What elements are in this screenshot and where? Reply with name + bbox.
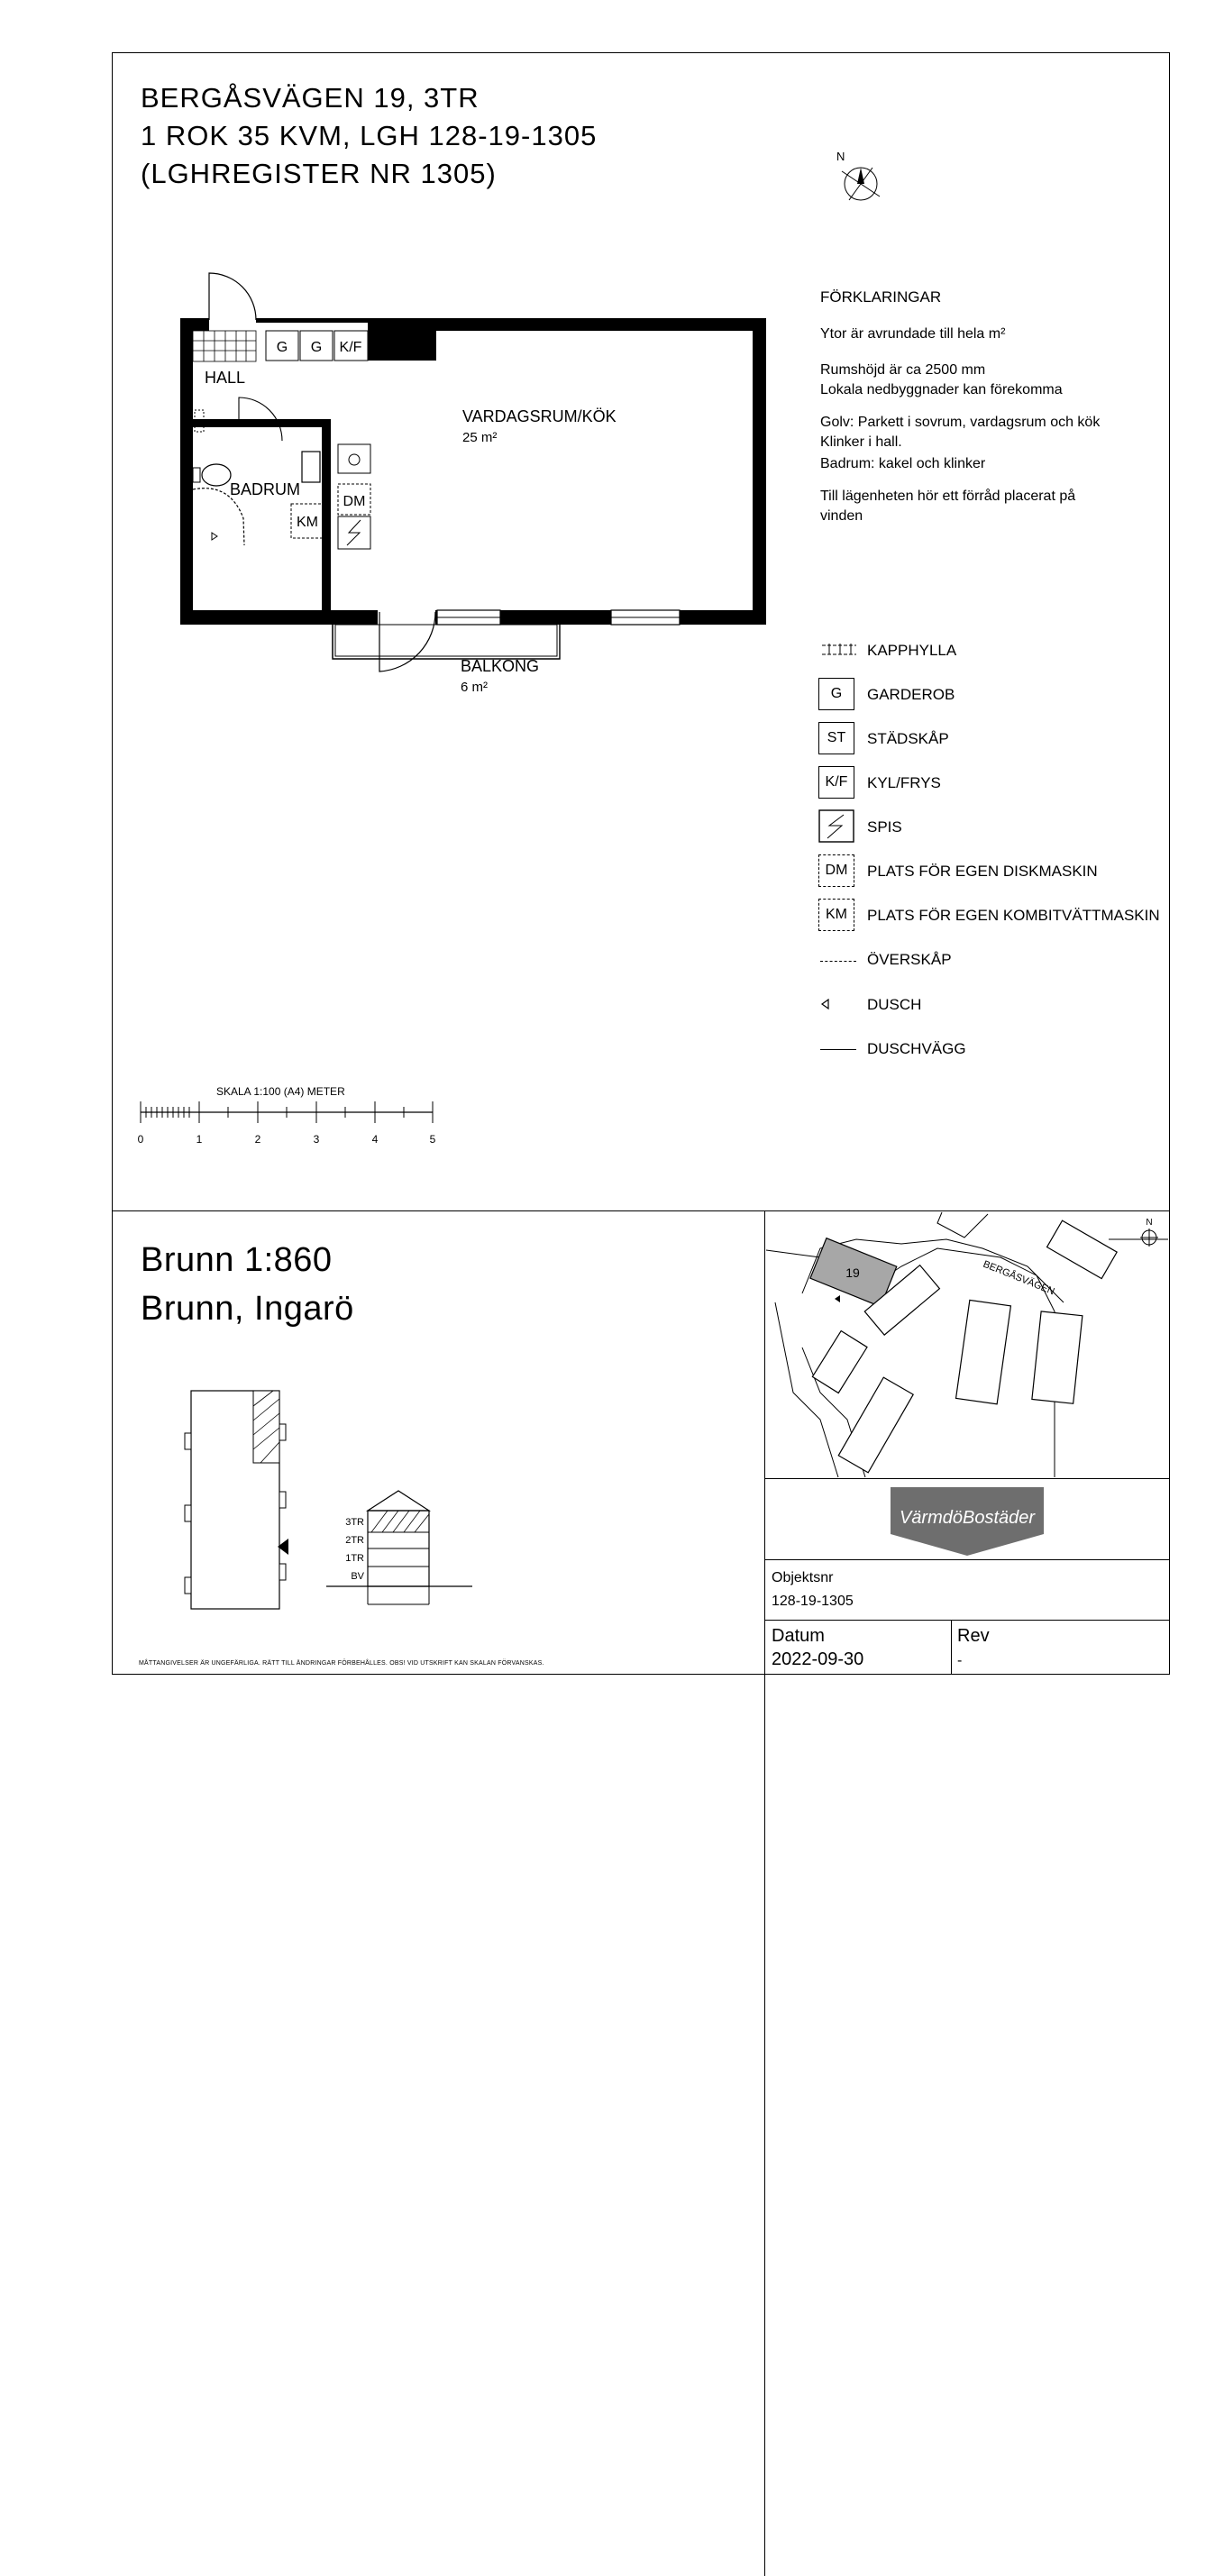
legend-kombi: PLATS FÖR EGEN KOMBITVÄTTMASKIN: [867, 907, 1160, 924]
site-compass-north: N: [1146, 1218, 1153, 1228]
rev-label: Rev: [957, 1626, 990, 1646]
explanation-lowered: Lokala nedbyggnader kan förekomma: [820, 382, 1063, 397]
legend-duschvagg: DUSCHVÄGG: [867, 1040, 966, 1057]
explanation-storage-2: vinden: [820, 508, 863, 524]
room-vardagsrum: VARDAGSRUM/KÖK: [462, 407, 617, 425]
legend-g-symbol: G: [818, 678, 854, 710]
explanation-floor: Golv: Parkett i sovrum, vardagsrum och kök: [820, 415, 1101, 430]
scale-tick-5: 5: [429, 1133, 436, 1146]
toilet-icon: [202, 464, 231, 486]
wall-east: [753, 318, 766, 625]
legend-diskmaskin: PLATS FÖR EGEN DISKMASKIN: [867, 863, 1098, 880]
hall-door: [209, 273, 256, 320]
compass-icon: [829, 144, 892, 207]
legend-kf-symbol: K/F: [818, 766, 854, 799]
position-marker-icon: [278, 1539, 290, 1555]
wall-north-left: [180, 318, 209, 331]
wardrobe-g2: G: [310, 340, 323, 355]
dishwasher-dm: DM: [343, 494, 366, 509]
legend-garderob: GARDEROB: [867, 686, 955, 703]
wall-west: [180, 318, 193, 625]
scale-title: SKALA 1:100 (A4) METER: [216, 1085, 345, 1098]
location-property: Brunn 1:860: [141, 1241, 333, 1279]
shower-wall-line: [820, 1049, 856, 1050]
legend-dm-symbol: DM: [818, 854, 854, 887]
legend-kapphylla: KAPPHYLLA: [867, 642, 957, 659]
floor-plan: [176, 239, 771, 695]
explanation-bath: Badrum: kakel och klinker: [820, 456, 986, 471]
legend-dusch: DUSCH: [867, 996, 922, 1013]
building-key-plan: [185, 1388, 293, 1613]
fridge-kf: K/F: [339, 340, 362, 355]
legend-km-symbol: KM: [818, 899, 854, 931]
title-apartment: 1 ROK 35 KVM, LGH 128-19-1305: [141, 120, 598, 151]
building-section: [324, 1478, 478, 1613]
room-badrum: BADRUM: [230, 480, 301, 498]
legend-st-symbol: ST: [818, 722, 854, 754]
kitchen-sink-icon: [338, 444, 370, 473]
room-balkong: BALKONG: [461, 657, 540, 675]
wall-bath-north: [193, 419, 324, 427]
site-map: [766, 1212, 1168, 1477]
datum-label: Datum: [772, 1626, 825, 1646]
room-hall: HALL: [205, 369, 246, 387]
legend-stadskap: STÄDSKÅP: [867, 730, 949, 747]
compass-north-label: N: [836, 150, 845, 163]
objektnr-value: 128-19-1305: [772, 1594, 854, 1609]
footnote: MÅTTANGIVELSER ÄR UNGEFÄRLIGA. RÄTT TILL ÄNDRINGAR FÖRBEHÅLLES. OBS! VID UTSKRIFT KAN SKALAN FÖRVANSKAS.: [139, 1660, 544, 1667]
shower-icon: [820, 998, 831, 1010]
bottom-panel-divider: [112, 1210, 1170, 1211]
explanation-hall-floor: Klinker i hall.: [820, 434, 902, 450]
scale-tick-4: 4: [371, 1133, 379, 1146]
scale-tick-0: 0: [137, 1133, 144, 1146]
scale-tick-2: 2: [254, 1133, 261, 1146]
scale-bar: [135, 1096, 442, 1150]
room-balkong-area: 6 m²: [461, 680, 488, 695]
explanation-storage: Till lägenheten hör ett förråd placerat på: [820, 489, 1076, 504]
hall-tiles: [193, 331, 256, 361]
coat-rack-icon: [820, 640, 860, 658]
location-area: Brunn, Ingarö: [141, 1290, 354, 1328]
wardrobe-g1: G: [276, 340, 288, 355]
wall-north-mid: [256, 318, 436, 323]
legend-overskap: ÖVERSKÅP: [867, 951, 952, 968]
explanations-title: FÖRKLARINGAR: [820, 288, 942, 306]
bath-sink-icon: [302, 452, 320, 482]
datum-value: 2022-09-30: [772, 1649, 864, 1669]
rev-value: -: [957, 1653, 963, 1668]
wall-block: [368, 323, 436, 361]
scale-tick-1: 1: [196, 1133, 203, 1146]
logo-text: VärmdöBostäder: [899, 1508, 1036, 1528]
site-house-label: 19: [845, 1265, 860, 1280]
floor-3tr: 3TR: [345, 1517, 364, 1528]
legend-kylfrys: KYL/FRYS: [867, 774, 941, 791]
explanation-areas: Ytor är avrundade till hela m²: [820, 326, 1006, 342]
stove-legend-icon: [818, 809, 856, 844]
washer-km: KM: [297, 515, 318, 530]
explanation-height: Rumshöjd är ca 2500 mm: [820, 362, 986, 378]
company-logo: [891, 1487, 1044, 1556]
scale-tick-3: 3: [313, 1133, 320, 1146]
room-vardagsrum-area: 25 m²: [462, 430, 498, 445]
title-register: (LGHREGISTER NR 1305): [141, 158, 497, 189]
floor-2tr: 2TR: [345, 1535, 364, 1546]
objektnr-label: Objektsnr: [772, 1570, 834, 1585]
floor-1tr: 1TR: [345, 1553, 364, 1564]
title-address: BERGÅSVÄGEN 19, 3TR: [141, 82, 480, 114]
floor-bv: BV: [351, 1571, 364, 1582]
bottom-panel-vertical: [764, 1210, 765, 2576]
site-road-label: BERGÅSVÄGEN: [981, 1258, 1056, 1298]
wall-north-right: [436, 318, 766, 331]
legend-spis: SPIS: [867, 818, 902, 836]
upper-cabinet-line: [820, 961, 856, 962]
